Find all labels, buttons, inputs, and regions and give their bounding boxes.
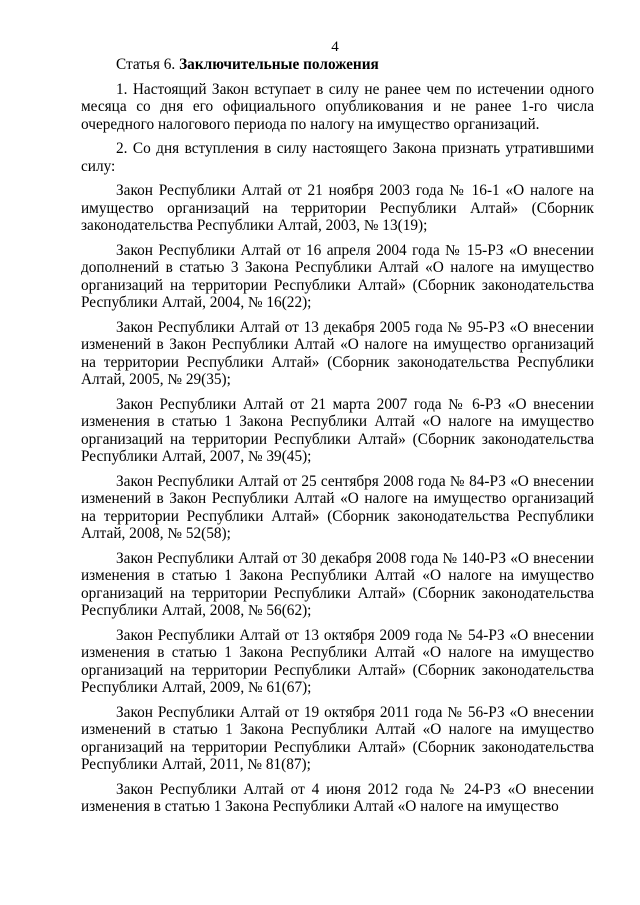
repealed-law-2009-54-rz: Закон Республики Алтай от 13 октября 2009 года № 54-РЗ «О внесении изменения в статью 1 Закона Республики Алтай «О налоге на имущество организаций на территории Республики Алтай» (Сборник законодательства Республики Алтай, 2009, № 61(67);: [81, 626, 594, 696]
repealed-law-2003-16-1: Закон Республики Алтай от 21 ноября 2003 года № 16-1 «О налоге на имущество организаций на территории Республики Алтай» (Сборник законодательства Республики Алтай, 2003, № 13(19);: [81, 182, 594, 234]
article-prefix: Статья 6.: [116, 56, 180, 73]
repealed-law-2011-56-rz: Закон Республики Алтай от 19 октября 2011 года № 56-РЗ «О внесении изменений в статью 1 Закона Республики Алтай «О налоге на имущество организаций на территории Республики Алтай» (Сборник законодательства Республики Алтай, 2011, № 81(87);: [81, 703, 594, 773]
paragraph-1: 1. Настоящий Закон вступает в силу не ранее чем по истечении одного месяца со дня его официального опубликования и не ранее 1-го числа очередного налогового периода по налогу на имущество организаций.: [81, 80, 594, 133]
paragraph-2: 2. Со дня вступления в силу настоящего Закона признать утратившими силу:: [81, 140, 594, 175]
document-body: [81, 56, 594, 816]
repealed-law-2008-140-rz: Закон Республики Алтай от 30 декабря 2008 года № 140-РЗ «О внесении изменения в статью 1 Закона Республики Алтай «О налоге на имущество организаций на территории Республики Алтай» (Сборник законодательства Республики Алтай, 2008, № 56(62);: [81, 549, 594, 619]
article-heading: [81, 56, 594, 74]
article-title: Заключительные положения: [179, 56, 379, 73]
page-number: 4: [331, 39, 339, 55]
repealed-law-2012-24-rz: Закон Республики Алтай от 4 июня 2012 года № 24-РЗ «О внесении изменения в статью 1 Закона Республики Алтай «О налоге на имущество: [81, 780, 594, 815]
repealed-law-2008-84-rz: Закон Республики Алтай от 25 сентября 2008 года № 84-РЗ «О внесении изменений в Закон Республики Алтай «О налоге на имущество организаций на территории Республики Алтай» (Сборник законодательства Республики Алтай, 2008, № 52(58);: [81, 472, 594, 542]
repealed-law-2005-95-rz: Закон Республики Алтай от 13 декабря 2005 года № 95-РЗ «О внесении изменений в Закон Республики Алтай «О налоге на имущество организаций на территории Республики Алтай» (Сборник законодательства Республики Алтай, 2005, № 29(35);: [81, 318, 594, 388]
repealed-law-2007-6-rz: Закон Республики Алтай от 21 марта 2007 года № 6-РЗ «О внесении изменения в статью 1 Закона Республики Алтай «О налоге на имущество организаций на территории Республики Алтай» (Сборник законодательства Республики Алтай, 2007, № 39(45);: [81, 395, 594, 465]
repealed-law-2004-15-rz: Закон Республики Алтай от 16 апреля 2004 года № 15-РЗ «О внесении дополнений в статью 3 Закона Республики Алтай «О налоге на имущество организаций на территории Республики Алтай» (Сборник законодательства Республики Алтай, 2004, № 16(22);: [81, 241, 594, 311]
